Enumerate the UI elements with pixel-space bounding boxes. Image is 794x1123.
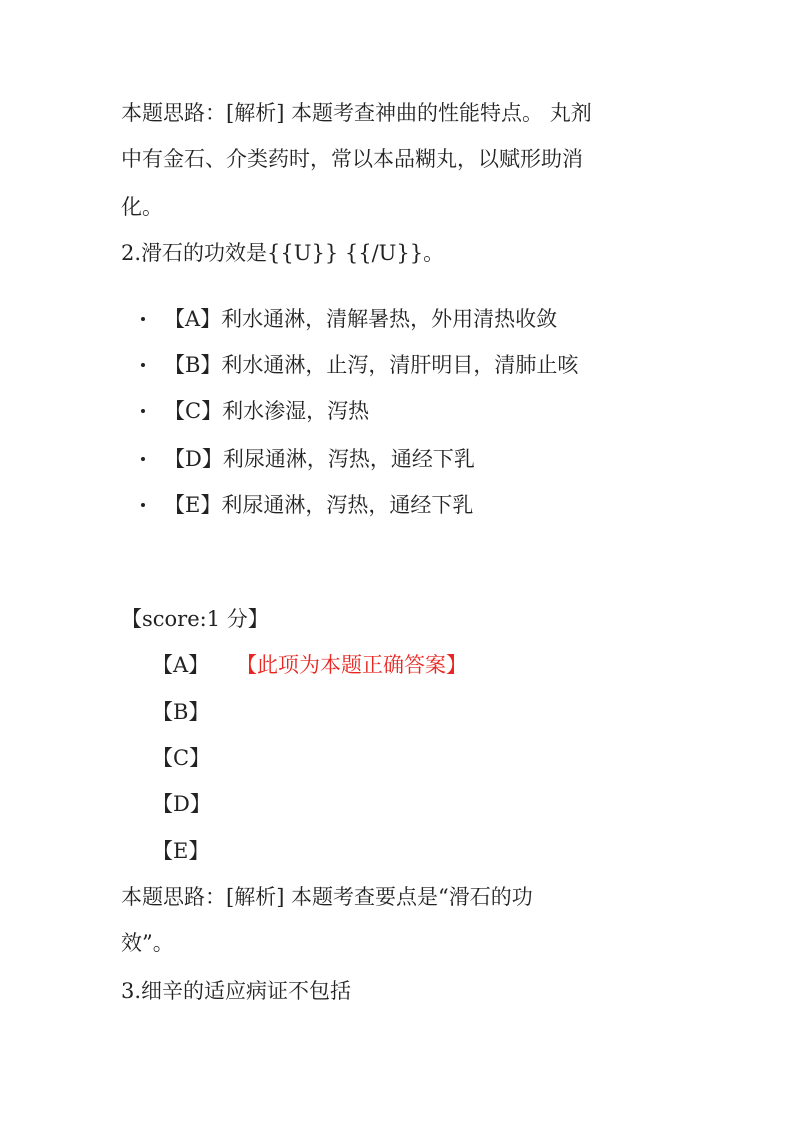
bullet-icon bbox=[141, 409, 145, 413]
bullet-icon bbox=[141, 317, 145, 321]
option-c-text: 【C】利水渗湿，泻热 bbox=[164, 399, 370, 423]
answer-b: 【B】 bbox=[152, 700, 210, 724]
option-b-text: 【B】利水通淋，止泻，清肝明目，清肺止咳 bbox=[164, 353, 579, 377]
question-2-explanation-line-2: 效”。 bbox=[121, 931, 174, 955]
answer-c: 【C】 bbox=[152, 746, 211, 770]
option-d-text: 【D】利尿通淋，泻热，通经下乳 bbox=[164, 447, 475, 471]
prev-explanation-line-2: 中有金石、介类药时，常以本品糊丸，以赋形助消 bbox=[121, 147, 583, 171]
bullet-icon bbox=[141, 363, 145, 367]
answer-e: 【E】 bbox=[152, 839, 210, 863]
question-3-stem: 3.细辛的适应病证不包括 bbox=[121, 979, 352, 1003]
answer-a: 【A】 bbox=[152, 653, 210, 677]
prev-explanation-line-1: 本题思路：[解析] 本题考查神曲的性能特点。 丸剂 bbox=[121, 101, 592, 125]
bullet-icon bbox=[141, 503, 145, 507]
question-2-explanation-line-1: 本题思路：[解析] 本题考查要点是“滑石的功 bbox=[121, 885, 533, 909]
option-e bbox=[142, 490, 474, 610]
option-a-text: 【A】利水通淋，清解暑热，外用清热收敛 bbox=[164, 307, 558, 331]
score-label: 【score:1 分】 bbox=[121, 607, 269, 631]
option-e-text: 【E】利尿通淋，泻热，通经下乳 bbox=[164, 493, 474, 517]
bullet-icon bbox=[141, 457, 145, 461]
correct-answer-note: 【此项为本题正确答案】 bbox=[236, 653, 467, 677]
answer-d: 【D】 bbox=[152, 792, 211, 816]
prev-explanation-line-3: 化。 bbox=[121, 195, 163, 219]
question-2-stem: 2.滑石的功效是{{U}} {{/U}}。 bbox=[121, 241, 445, 265]
